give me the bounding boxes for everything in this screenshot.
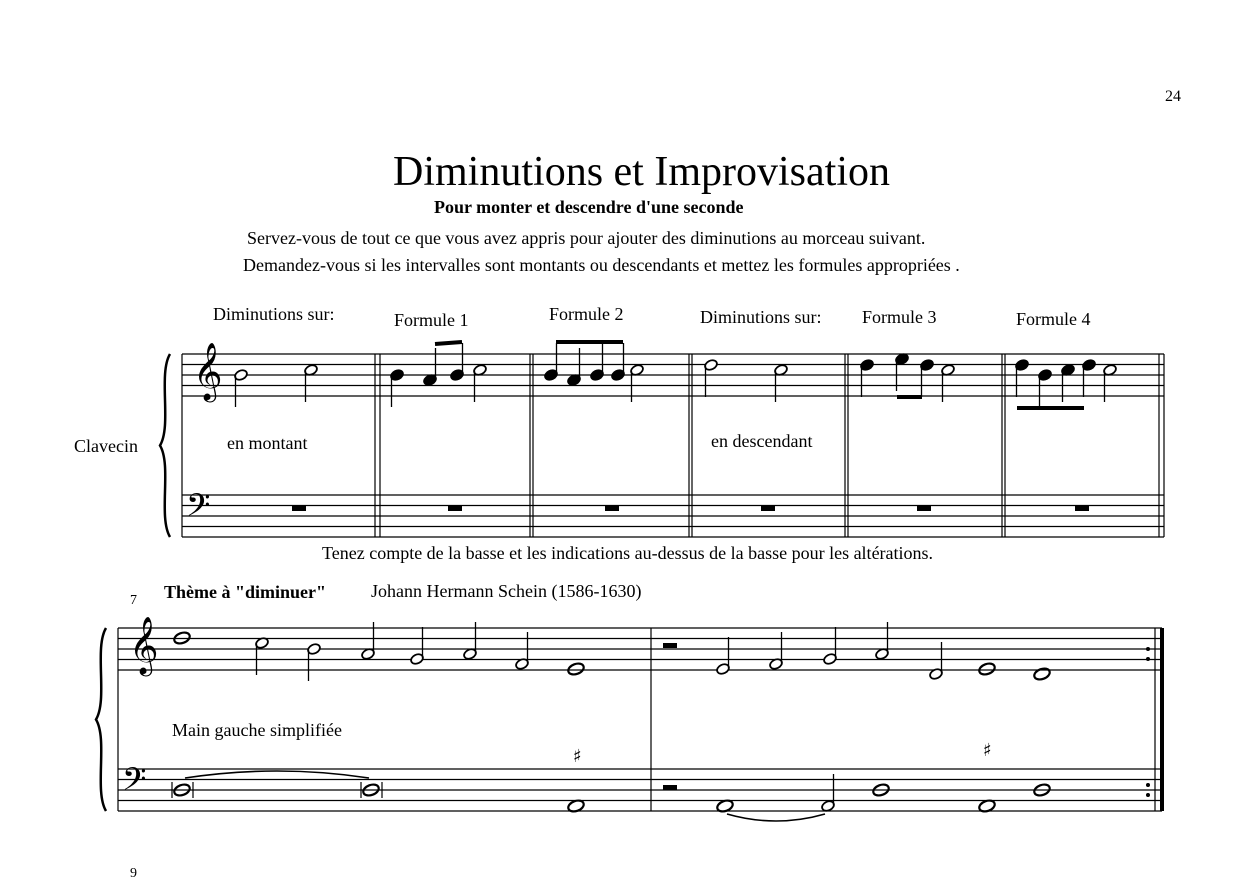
page-number: 24 — [1165, 88, 1181, 105]
bass-clef-icon: 𝄢 — [122, 761, 147, 805]
sharp-icon: ♯ — [983, 740, 992, 761]
whole-rest — [448, 506, 462, 511]
whole-note — [1033, 667, 1051, 682]
label-en-montant: en montant — [227, 433, 308, 453]
sharp-icon: ♯ — [573, 746, 582, 767]
whole-rest — [605, 506, 619, 511]
measure-number-9: 9 — [130, 866, 137, 881]
whole-rest — [1075, 506, 1089, 511]
instruction-line-1: Servez-vous de tout ce que vous avez appris pour ajouter des diminutions au morceau suivant. — [247, 228, 926, 248]
bass-clef-icon: 𝄢 — [186, 487, 211, 531]
label-diminutions-sur-1: Diminutions sur: — [213, 304, 335, 324]
composer-credit: Johann Hermann Schein (1586-1630) — [371, 581, 642, 601]
tie — [185, 771, 369, 778]
bass-footnote: Tenez compte de la basse et les indications au-dessus de la basse pour les altérations. — [322, 543, 934, 563]
instrument-name: Clavecin — [74, 436, 138, 456]
label-en-descendant: en descendant — [711, 431, 813, 451]
whole-rest — [917, 506, 931, 511]
repeat-dot — [1146, 647, 1150, 651]
repeat-dot — [1146, 783, 1150, 787]
treble-clef-icon: 𝄞 — [193, 342, 223, 400]
whole-rest — [761, 506, 775, 511]
tie — [727, 814, 825, 821]
label-formule-4: Formule 4 — [1016, 309, 1091, 329]
piano-brace-1 — [160, 354, 170, 537]
repeat-dot — [1146, 793, 1150, 797]
half-rest — [663, 643, 677, 648]
instruction-line-2: Demandez-vous si les intervalles sont montants ou descendants et mettez les formules appropriées . — [243, 255, 960, 275]
theme-label: Thème à "diminuer" — [164, 582, 326, 602]
label-formule-1: Formule 1 — [394, 310, 469, 330]
beam — [435, 342, 462, 344]
left-hand-note: Main gauche simplifiée — [172, 720, 342, 740]
repeat-dot — [1146, 657, 1150, 661]
treble-clef-icon: 𝄞 — [129, 616, 159, 674]
measure-number-7: 7 — [130, 593, 137, 608]
whole-note — [978, 662, 996, 677]
label-formule-2: Formule 2 — [549, 304, 624, 324]
piano-brace-2 — [96, 628, 106, 811]
whole-rest — [292, 506, 306, 511]
page-title: Diminutions et Improvisation — [393, 149, 890, 195]
whole-note — [567, 662, 585, 677]
label-formule-3: Formule 3 — [862, 307, 937, 327]
page-subtitle: Pour monter et descendre d'une seconde — [434, 197, 744, 217]
half-rest — [663, 785, 677, 790]
label-diminutions-sur-2: Diminutions sur: — [700, 307, 822, 327]
